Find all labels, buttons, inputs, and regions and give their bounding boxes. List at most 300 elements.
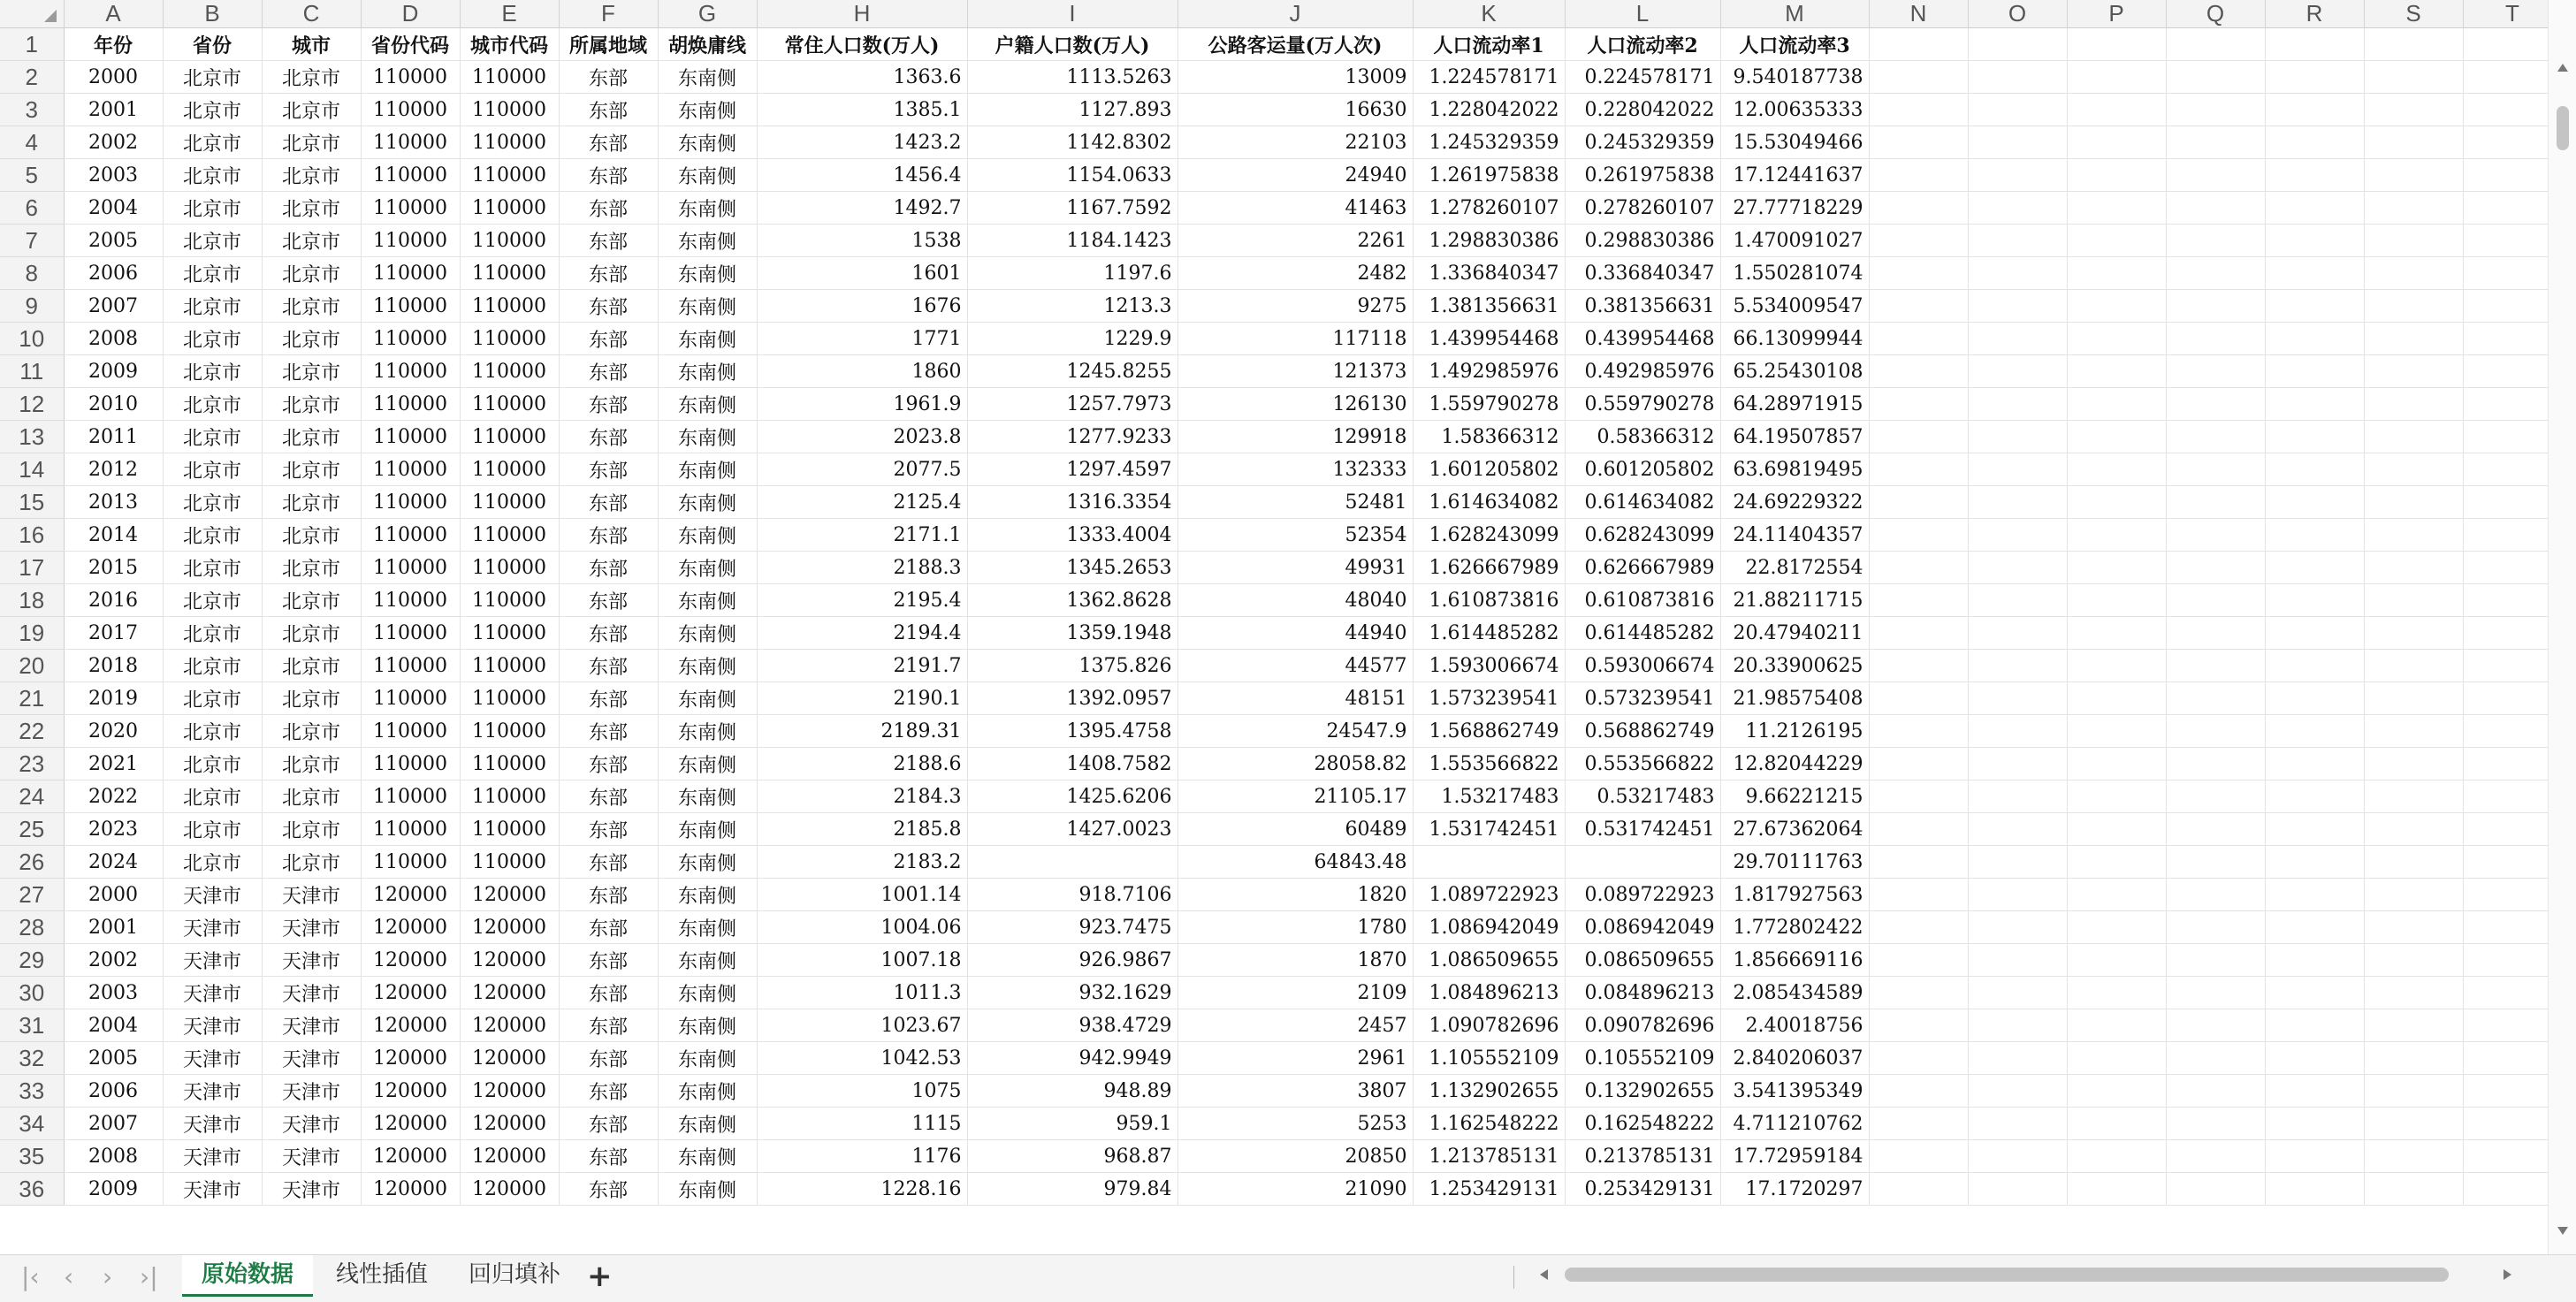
cell-year[interactable]: 2003 [64,977,163,1009]
cell-resident-pop[interactable]: 1860 [757,355,967,388]
cell-mobility-rate-3[interactable]: 20.47940211 [1720,617,1869,650]
cell-resident-pop[interactable]: 1423.2 [757,126,967,159]
row-header[interactable]: 15 [0,486,64,519]
column-header-l[interactable]: L [1565,0,1720,28]
empty-cell[interactable] [1968,355,2067,388]
cell-mobility-rate-2[interactable]: 0.245329359 [1565,126,1720,159]
cell-city-code[interactable]: 110000 [460,257,559,290]
vertical-scrollbar[interactable] [2548,0,2576,1254]
empty-cell[interactable] [1869,650,1968,682]
cell-highway-passengers[interactable]: 126130 [1177,388,1413,421]
cell-mobility-rate-3[interactable]: 11.2126195 [1720,715,1869,748]
cell-city[interactable]: 天津市 [262,1042,361,1075]
empty-cell[interactable] [2067,1075,2166,1108]
cell-hu-line[interactable]: 东南侧 [658,813,757,846]
row-header[interactable]: 9 [0,290,64,323]
cell-region[interactable]: 东部 [559,846,658,879]
cell-province-code[interactable]: 110000 [361,388,460,421]
header-cell-highway-passengers[interactable]: 公路客运量(万人次) [1177,28,1413,61]
cell-city[interactable]: 天津市 [262,1173,361,1206]
empty-cell[interactable] [2265,28,2364,61]
empty-cell[interactable] [2166,1075,2265,1108]
cell-city-code[interactable]: 120000 [460,1042,559,1075]
cell-province-code[interactable]: 110000 [361,486,460,519]
row-header[interactable]: 35 [0,1140,64,1173]
cell-registered-pop[interactable]: 932.1629 [967,977,1177,1009]
cell-mobility-rate-2[interactable]: 0.084896213 [1565,977,1720,1009]
cell-region[interactable]: 东部 [559,715,658,748]
cell-mobility-rate-1[interactable]: 1.278260107 [1413,192,1565,225]
cell-province-code[interactable]: 110000 [361,846,460,879]
cell-mobility-rate-1[interactable]: 1.105552109 [1413,1042,1565,1075]
cell-year[interactable]: 2003 [64,159,163,192]
cell-province-code[interactable]: 120000 [361,879,460,911]
empty-cell[interactable] [2463,1173,2548,1206]
empty-cell[interactable] [2463,61,2548,94]
empty-cell[interactable] [2364,1042,2463,1075]
cell-province-code[interactable]: 110000 [361,813,460,846]
empty-cell[interactable] [2364,126,2463,159]
empty-cell[interactable] [2364,813,2463,846]
cell-province[interactable]: 北京市 [163,290,262,323]
cell-region[interactable]: 东部 [559,780,658,813]
empty-cell[interactable] [1869,453,1968,486]
cell-province-code[interactable]: 110000 [361,94,460,126]
cell-year[interactable]: 2017 [64,617,163,650]
empty-cell[interactable] [2463,257,2548,290]
cell-mobility-rate-1[interactable]: 1.559790278 [1413,388,1565,421]
row-header[interactable]: 2 [0,61,64,94]
cell-highway-passengers[interactable]: 1820 [1177,879,1413,911]
cell-hu-line[interactable]: 东南侧 [658,748,757,780]
cell-mobility-rate-3[interactable]: 27.77718229 [1720,192,1869,225]
cell-province[interactable]: 天津市 [163,879,262,911]
empty-cell[interactable] [2166,813,2265,846]
cell-city[interactable]: 北京市 [262,617,361,650]
empty-cell[interactable] [2166,682,2265,715]
cell-mobility-rate-2[interactable]: 0.253429131 [1565,1173,1720,1206]
empty-cell[interactable] [2067,192,2166,225]
cell-highway-passengers[interactable]: 16630 [1177,94,1413,126]
cell-highway-passengers[interactable]: 1870 [1177,944,1413,977]
cell-registered-pop[interactable]: 968.87 [967,1140,1177,1173]
cell-year[interactable]: 2008 [64,1140,163,1173]
empty-cell[interactable] [2166,748,2265,780]
cell-resident-pop[interactable]: 1228.16 [757,1173,967,1206]
cell-year[interactable]: 2007 [64,1108,163,1140]
empty-cell[interactable] [2067,225,2166,257]
cell-mobility-rate-1[interactable]: 1.626667989 [1413,552,1565,584]
row-header[interactable]: 12 [0,388,64,421]
cell-region[interactable]: 东部 [559,748,658,780]
cell-city-code[interactable]: 110000 [460,225,559,257]
cell-mobility-rate-1[interactable] [1413,846,1565,879]
cell-hu-line[interactable]: 东南侧 [658,388,757,421]
empty-cell[interactable] [2166,192,2265,225]
cell-year[interactable]: 2012 [64,453,163,486]
cell-mobility-rate-3[interactable]: 9.66221215 [1720,780,1869,813]
cell-resident-pop[interactable]: 1023.67 [757,1009,967,1042]
cell-hu-line[interactable]: 东南侧 [658,1042,757,1075]
empty-cell[interactable] [2265,61,2364,94]
cell-hu-line[interactable]: 东南侧 [658,911,757,944]
cell-province-code[interactable]: 110000 [361,748,460,780]
cell-region[interactable]: 东部 [559,126,658,159]
empty-cell[interactable] [2463,126,2548,159]
empty-cell[interactable] [2166,617,2265,650]
empty-cell[interactable] [1968,813,2067,846]
empty-cell[interactable] [2265,421,2364,453]
cell-resident-pop[interactable]: 1456.4 [757,159,967,192]
empty-cell[interactable] [1968,61,2067,94]
cell-highway-passengers[interactable]: 121373 [1177,355,1413,388]
cell-city[interactable]: 天津市 [262,1140,361,1173]
empty-cell[interactable] [2166,421,2265,453]
cell-mobility-rate-1[interactable]: 1.553566822 [1413,748,1565,780]
cell-province[interactable]: 北京市 [163,846,262,879]
empty-cell[interactable] [2364,159,2463,192]
empty-cell[interactable] [2067,1108,2166,1140]
cell-year[interactable]: 2024 [64,846,163,879]
empty-cell[interactable] [2067,323,2166,355]
empty-cell[interactable] [2166,225,2265,257]
cell-city[interactable]: 北京市 [262,584,361,617]
cell-province-code[interactable]: 120000 [361,1075,460,1108]
row-header[interactable]: 31 [0,1009,64,1042]
cell-mobility-rate-2[interactable] [1565,846,1720,879]
cell-registered-pop[interactable]: 1213.3 [967,290,1177,323]
cell-year[interactable]: 2022 [64,780,163,813]
cell-region[interactable]: 东部 [559,519,658,552]
cell-year[interactable]: 2011 [64,421,163,453]
cell-mobility-rate-2[interactable]: 0.090782696 [1565,1009,1720,1042]
empty-cell[interactable] [1869,159,1968,192]
cell-region[interactable]: 东部 [559,355,658,388]
empty-cell[interactable] [2463,1140,2548,1173]
cell-resident-pop[interactable]: 1676 [757,290,967,323]
cell-city-code[interactable]: 110000 [460,192,559,225]
cell-registered-pop[interactable]: 1127.893 [967,94,1177,126]
empty-cell[interactable] [2166,61,2265,94]
cell-mobility-rate-3[interactable]: 24.69229322 [1720,486,1869,519]
cell-mobility-rate-1[interactable]: 1.601205802 [1413,453,1565,486]
empty-cell[interactable] [2166,584,2265,617]
cell-mobility-rate-3[interactable]: 5.534009547 [1720,290,1869,323]
cell-province[interactable]: 天津市 [163,1075,262,1108]
empty-cell[interactable] [2166,290,2265,323]
cell-province[interactable]: 天津市 [163,1140,262,1173]
scroll-up-icon[interactable] [2557,64,2568,72]
cell-mobility-rate-3[interactable]: 3.541395349 [1720,1075,1869,1108]
cell-registered-pop[interactable] [967,846,1177,879]
cell-mobility-rate-3[interactable]: 1.470091027 [1720,225,1869,257]
cell-resident-pop[interactable]: 1075 [757,1075,967,1108]
cell-registered-pop[interactable]: 1297.4597 [967,453,1177,486]
cell-registered-pop[interactable]: 1425.6206 [967,780,1177,813]
cell-region[interactable]: 东部 [559,552,658,584]
cell-province[interactable]: 北京市 [163,519,262,552]
cell-mobility-rate-2[interactable]: 0.162548222 [1565,1108,1720,1140]
empty-cell[interactable] [2265,715,2364,748]
cell-province[interactable]: 北京市 [163,421,262,453]
cell-province-code[interactable]: 110000 [361,159,460,192]
cell-mobility-rate-1[interactable]: 1.336840347 [1413,257,1565,290]
cell-resident-pop[interactable]: 2077.5 [757,453,967,486]
cell-registered-pop[interactable]: 1154.0633 [967,159,1177,192]
cell-hu-line[interactable]: 东南侧 [658,453,757,486]
cell-highway-passengers[interactable]: 2457 [1177,1009,1413,1042]
empty-cell[interactable] [2364,388,2463,421]
empty-cell[interactable] [1869,225,1968,257]
empty-cell[interactable] [2265,748,2364,780]
cell-highway-passengers[interactable]: 48040 [1177,584,1413,617]
cell-mobility-rate-1[interactable]: 1.086942049 [1413,911,1565,944]
cell-resident-pop[interactable]: 2191.7 [757,650,967,682]
cell-mobility-rate-1[interactable]: 1.492985976 [1413,355,1565,388]
empty-cell[interactable] [1869,715,1968,748]
cell-mobility-rate-1[interactable]: 1.53217483 [1413,780,1565,813]
cell-mobility-rate-2[interactable]: 0.628243099 [1565,519,1720,552]
empty-cell[interactable] [2166,1009,2265,1042]
cell-year[interactable]: 2004 [64,1009,163,1042]
empty-cell[interactable] [1869,944,1968,977]
cell-mobility-rate-1[interactable]: 1.253429131 [1413,1173,1565,1206]
empty-cell[interactable] [1968,584,2067,617]
cell-year[interactable]: 2006 [64,1075,163,1108]
cell-city-code[interactable]: 110000 [460,650,559,682]
cell-hu-line[interactable]: 东南侧 [658,780,757,813]
column-header-e[interactable]: E [460,0,559,28]
cell-year[interactable]: 2021 [64,748,163,780]
cell-city[interactable]: 北京市 [262,61,361,94]
cell-region[interactable]: 东部 [559,159,658,192]
cell-mobility-rate-1[interactable]: 1.089722923 [1413,879,1565,911]
cell-region[interactable]: 东部 [559,1075,658,1108]
empty-cell[interactable] [2265,552,2364,584]
empty-cell[interactable] [2265,94,2364,126]
empty-cell[interactable] [2364,879,2463,911]
header-cell-resident-pop[interactable]: 常住人口数(万人) [757,28,967,61]
column-header-p[interactable]: P [2067,0,2166,28]
row-header[interactable]: 1 [0,28,64,61]
tab-original-data[interactable]: 原始数据 [182,1255,313,1297]
cell-year[interactable]: 2006 [64,257,163,290]
cell-year[interactable]: 2009 [64,355,163,388]
cell-resident-pop[interactable]: 1007.18 [757,944,967,977]
cell-province[interactable]: 北京市 [163,682,262,715]
cell-mobility-rate-3[interactable]: 17.12441637 [1720,159,1869,192]
cell-province-code[interactable]: 110000 [361,192,460,225]
empty-cell[interactable] [1968,748,2067,780]
cell-hu-line[interactable]: 东南侧 [658,1009,757,1042]
empty-cell[interactable] [2364,715,2463,748]
empty-cell[interactable] [2463,911,2548,944]
cell-highway-passengers[interactable]: 41463 [1177,192,1413,225]
cell-mobility-rate-2[interactable]: 0.132902655 [1565,1075,1720,1108]
empty-cell[interactable] [2265,192,2364,225]
empty-cell[interactable] [2166,126,2265,159]
empty-cell[interactable] [1869,355,1968,388]
cell-mobility-rate-3[interactable]: 66.13099944 [1720,323,1869,355]
tab-regression-fill[interactable]: 回归填补 [468,1261,560,1288]
empty-cell[interactable] [2463,486,2548,519]
cell-hu-line[interactable]: 东南侧 [658,1140,757,1173]
cell-mobility-rate-1[interactable]: 1.610873816 [1413,584,1565,617]
cell-province[interactable]: 天津市 [163,1042,262,1075]
row-header[interactable]: 4 [0,126,64,159]
cell-mobility-rate-1[interactable]: 1.593006674 [1413,650,1565,682]
cell-year[interactable]: 2007 [64,290,163,323]
empty-cell[interactable] [2166,94,2265,126]
empty-cell[interactable] [2166,552,2265,584]
row-header[interactable]: 30 [0,977,64,1009]
cell-hu-line[interactable]: 东南侧 [658,617,757,650]
cell-mobility-rate-1[interactable]: 1.228042022 [1413,94,1565,126]
cell-mobility-rate-2[interactable]: 0.614634082 [1565,486,1720,519]
cell-mobility-rate-1[interactable]: 1.573239541 [1413,682,1565,715]
empty-cell[interactable] [2265,355,2364,388]
cell-mobility-rate-2[interactable]: 0.58366312 [1565,421,1720,453]
cell-resident-pop[interactable]: 2190.1 [757,682,967,715]
empty-cell[interactable] [1869,1042,1968,1075]
empty-cell[interactable] [1869,617,1968,650]
cell-mobility-rate-3[interactable]: 1.550281074 [1720,257,1869,290]
cell-hu-line[interactable]: 东南侧 [658,846,757,879]
empty-cell[interactable] [2166,323,2265,355]
empty-cell[interactable] [2463,1042,2548,1075]
cell-highway-passengers[interactable]: 3807 [1177,1075,1413,1108]
empty-cell[interactable] [1968,650,2067,682]
cell-region[interactable]: 东部 [559,421,658,453]
cell-city[interactable]: 北京市 [262,290,361,323]
cell-province[interactable]: 北京市 [163,650,262,682]
empty-cell[interactable] [2364,323,2463,355]
cell-mobility-rate-2[interactable]: 0.213785131 [1565,1140,1720,1173]
cell-mobility-rate-3[interactable]: 24.11404357 [1720,519,1869,552]
cell-mobility-rate-2[interactable]: 0.336840347 [1565,257,1720,290]
empty-cell[interactable] [2364,682,2463,715]
empty-cell[interactable] [2067,388,2166,421]
cell-registered-pop[interactable]: 979.84 [967,1173,1177,1206]
cell-city-code[interactable]: 110000 [460,584,559,617]
empty-cell[interactable] [2364,780,2463,813]
cell-hu-line[interactable]: 东南侧 [658,552,757,584]
cell-region[interactable]: 东部 [559,1173,658,1206]
empty-cell[interactable] [2265,1140,2364,1173]
cell-city-code[interactable]: 110000 [460,290,559,323]
empty-cell[interactable] [2463,355,2548,388]
empty-cell[interactable] [2067,519,2166,552]
cell-resident-pop[interactable]: 2185.8 [757,813,967,846]
cell-hu-line[interactable]: 东南侧 [658,355,757,388]
cell-province-code[interactable]: 120000 [361,1108,460,1140]
empty-cell[interactable] [2166,944,2265,977]
empty-cell[interactable] [1968,944,2067,977]
cell-hu-line[interactable]: 东南侧 [658,944,757,977]
cell-mobility-rate-2[interactable]: 0.492985976 [1565,355,1720,388]
empty-cell[interactable] [1869,421,1968,453]
empty-cell[interactable] [2463,813,2548,846]
cell-province[interactable]: 北京市 [163,748,262,780]
cell-mobility-rate-1[interactable]: 1.628243099 [1413,519,1565,552]
cell-region[interactable]: 东部 [559,225,658,257]
empty-cell[interactable] [2463,421,2548,453]
empty-cell[interactable] [2166,650,2265,682]
cell-hu-line[interactable]: 东南侧 [658,61,757,94]
empty-cell[interactable] [2265,780,2364,813]
cell-province[interactable]: 北京市 [163,584,262,617]
empty-cell[interactable] [2364,650,2463,682]
row-header[interactable]: 26 [0,846,64,879]
cell-city-code[interactable]: 110000 [460,846,559,879]
row-header[interactable]: 29 [0,944,64,977]
cell-province[interactable]: 北京市 [163,486,262,519]
cell-highway-passengers[interactable]: 129918 [1177,421,1413,453]
empty-cell[interactable] [1869,1108,1968,1140]
cell-region[interactable]: 东部 [559,486,658,519]
cell-hu-line[interactable]: 东南侧 [658,159,757,192]
empty-cell[interactable] [2067,780,2166,813]
cell-registered-pop[interactable]: 948.89 [967,1075,1177,1108]
cell-highway-passengers[interactable]: 24940 [1177,159,1413,192]
column-header-k[interactable]: K [1413,0,1565,28]
cell-registered-pop[interactable]: 918.7106 [967,879,1177,911]
empty-cell[interactable] [2067,1140,2166,1173]
cell-mobility-rate-2[interactable]: 0.593006674 [1565,650,1720,682]
empty-cell[interactable] [1869,813,1968,846]
scroll-down-icon[interactable] [2557,1227,2568,1235]
cell-resident-pop[interactable]: 1042.53 [757,1042,967,1075]
cell-province[interactable]: 天津市 [163,1009,262,1042]
cell-resident-pop[interactable]: 2125.4 [757,486,967,519]
cell-city[interactable]: 北京市 [262,813,361,846]
empty-cell[interactable] [1968,617,2067,650]
cell-year[interactable]: 2020 [64,715,163,748]
cell-province[interactable]: 北京市 [163,323,262,355]
cell-year[interactable]: 2018 [64,650,163,682]
cell-mobility-rate-2[interactable]: 0.601205802 [1565,453,1720,486]
empty-cell[interactable] [1869,388,1968,421]
column-header-i[interactable]: I [967,0,1177,28]
empty-cell[interactable] [2364,1140,2463,1173]
cell-registered-pop[interactable]: 1257.7973 [967,388,1177,421]
cell-registered-pop[interactable]: 938.4729 [967,1009,1177,1042]
tab-linear-interpolation[interactable]: 线性插值 [335,1261,428,1288]
empty-cell[interactable] [2364,453,2463,486]
empty-cell[interactable] [2463,225,2548,257]
row-header[interactable]: 28 [0,911,64,944]
cell-region[interactable]: 东部 [559,682,658,715]
cell-city-code[interactable]: 110000 [460,126,559,159]
empty-cell[interactable] [1869,519,1968,552]
column-header-o[interactable]: O [1968,0,2067,28]
empty-cell[interactable] [1869,323,1968,355]
empty-cell[interactable] [2067,1042,2166,1075]
cell-registered-pop[interactable]: 1197.6 [967,257,1177,290]
cell-resident-pop[interactable]: 2023.8 [757,421,967,453]
cell-mobility-rate-3[interactable]: 1.772802422 [1720,911,1869,944]
first-sheet-icon[interactable]: |‹ [21,1262,40,1291]
empty-cell[interactable] [1869,682,1968,715]
cell-resident-pop[interactable]: 1492.7 [757,192,967,225]
empty-cell[interactable] [1869,552,1968,584]
cell-city-code[interactable]: 110000 [460,421,559,453]
cell-city[interactable]: 北京市 [262,388,361,421]
cell-resident-pop[interactable]: 1001.14 [757,879,967,911]
column-header-d[interactable]: D [361,0,460,28]
empty-cell[interactable] [1968,126,2067,159]
cell-region[interactable]: 东部 [559,1009,658,1042]
